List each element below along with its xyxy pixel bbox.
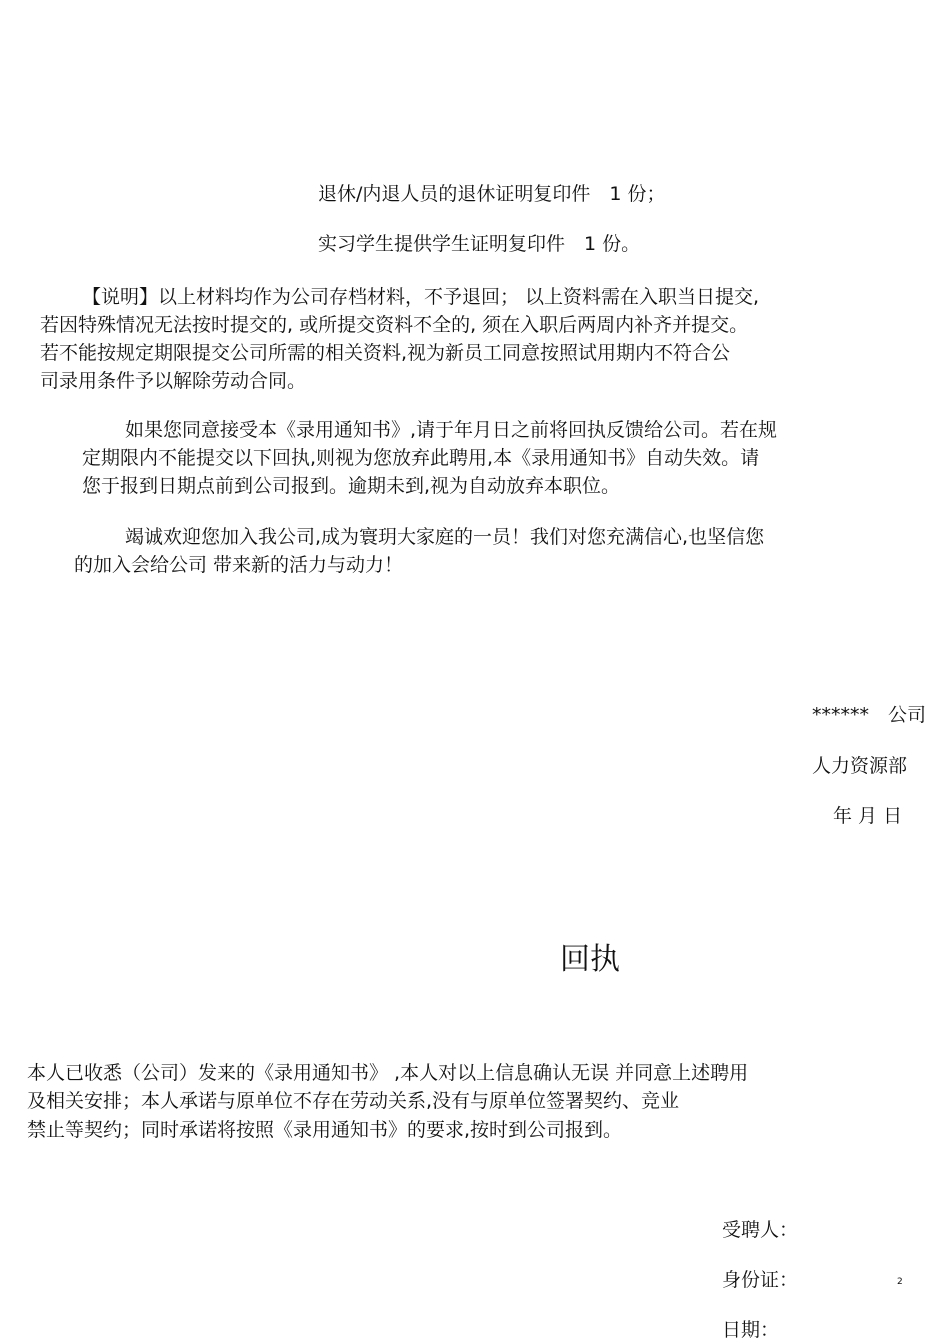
receipt-line-3: 禁止等契约；同时承诺将按照《录用通知书》的要求,按时到公司报到。	[27, 1119, 623, 1141]
signature-department: 人力资源部	[812, 755, 908, 777]
consent-line-3: 您于报到日期点前到公司报到。逾期未到,视为自动放弃本职位。	[82, 475, 621, 497]
note-line-2: 若因特殊情况无法按时提交的, 或所提交资料不全的, 须在入职后两周内补齐并提交。	[40, 314, 749, 336]
page-number: 2	[897, 1277, 903, 1287]
receipt-line-1: 本人已收悉（公司）发来的《录用通知书》 ,本人对以上信息确认无误 并同意上述聘用	[27, 1062, 749, 1084]
id-card-label: 身份证：	[722, 1269, 799, 1291]
welcome-line-2: 的加入会给公司 带来新的活力与动力！	[74, 554, 404, 576]
note-line-3: 若不能按规定期限提交公司所需的相关资料,视为新员工同意按照试用期内不符合公	[40, 342, 731, 364]
employee-label: 受聘人：	[722, 1219, 799, 1241]
receipt-title: 回执	[560, 942, 620, 977]
material-intern: 实习学生提供学生证明复印件 1 份。	[318, 233, 641, 255]
note-line-4: 司录用条件予以解除劳动合同。	[40, 370, 307, 392]
receipt-line-2: 及相关安排；本人承诺与原单位不存在劳动关系,没有与原单位签署契约、竞业	[27, 1090, 680, 1112]
receipt-date-label: 日期：	[722, 1319, 780, 1341]
material-retiree: 退休/内退人员的退休证明复印件 1 份；	[318, 183, 666, 205]
note-line-1: 【说明】以上材料均作为公司存档材料，不予退回； 以上资料需在入职当日提交,	[82, 286, 760, 308]
signature-company: ****** 公司	[812, 704, 927, 726]
consent-line-1: 如果您同意接受本《录用通知书》,请于年月日之前将回执反馈给公司。若在规	[125, 419, 778, 441]
signature-date: 年 月 日	[833, 805, 903, 827]
welcome-line-1: 竭诚欢迎您加入我公司,成为寰玥大家庭的一员！我们对您充满信心,也坚信您	[125, 526, 765, 548]
consent-line-2: 定期限内不能提交以下回执,则视为您放弃此聘用,本《录用通知书》自动失效。请	[82, 447, 760, 469]
